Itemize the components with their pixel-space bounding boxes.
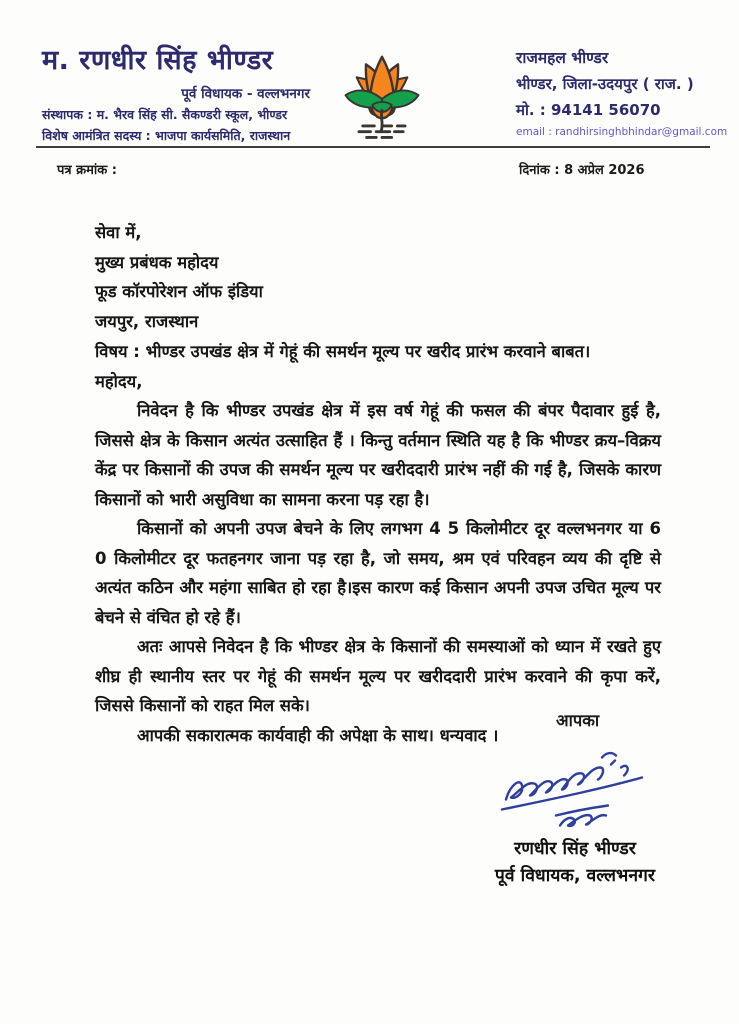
signatory-name: रणधीर सिंह भीण्डर <box>514 839 636 859</box>
signatory-block <box>452 836 698 890</box>
letterhead-subtitle: पूर्व विधायक - वल्लभनगर <box>181 86 310 102</box>
letterhead-member-line: विशेष आमंत्रित सदस्य : भाजपा कार्यसमिति, राजस्थान <box>42 128 291 143</box>
closing-line: आपकी सकारात्मक कार्यवाही की अपेक्षा के साथ। धन्यवाद । <box>137 725 499 745</box>
letter-body <box>95 218 661 750</box>
letterhead-name: म. रणधीर सिंह भीण्डर <box>42 45 274 76</box>
letterhead-phone: मो. : 94141 56070 <box>516 101 661 119</box>
addressee-designation: मुख्य प्रबंधक महोदय <box>95 252 219 272</box>
paragraph-3: अतः आपसे निवेदन है कि भीण्डर क्षेत्र के किसानों की समस्याओं को ध्यान में रखते हुए शीघ्र ही स्थानीय स्तर पर गेहूं की समर्थन मूल्य पर खरीददारी प्रारंभ करवाने की कृपा करें, जिससे किसानों को राहत मिल सके। <box>95 637 661 715</box>
date-line: दिनांक : 8 अप्रेल 2026 <box>519 163 645 178</box>
bjp-lotus-icon <box>334 28 430 148</box>
salutation-line: सेवा में, <box>95 223 142 242</box>
signoff-label: आपका <box>556 711 600 730</box>
paragraph-2: किसानों को अपनी उपज बेचने के लिए लगभग 4 5 किलोमीटर दूर वल्लभनगर या 6 0 किलोमीटर दूर फतहनगर जाना पड़ रहा है, जो समय, श्रम एवं परिवहन व्यय की दृष्टि से अत्यंत कठिन और महंगा साबित हो रहा है।इस कारण कई किसान अपनी उपज उचित मूल्य पर बेचने से वंचित हो रहे हैं। <box>95 519 661 627</box>
addressee-organization: फूड कॉरपोरेशन ऑफ इंडिया <box>95 282 263 301</box>
letterhead-founder-line: संस्थापक : म. भैरव सिंह सी. सैकण्डरी स्कूल, भीण्डर <box>42 107 288 122</box>
letterhead-email: email : randhirsinghbhindar@gmail.com <box>516 126 728 138</box>
signatory-title: पूर्व विधायक, वल्लभनगर <box>494 866 656 886</box>
letter-number-label: पत्र क्रमांक : <box>57 163 117 178</box>
addressee-city: जयपुर, राजस्थान <box>95 311 199 331</box>
subject-line: विषय : भीण्डर उपखंड क्षेत्र में गेहूं की समर्थन मूल्य पर खरीद प्रारंभ करवाने बाबत। <box>95 342 591 361</box>
letterhead-left-block <box>42 40 310 144</box>
header-divider <box>36 146 710 148</box>
letterhead-address-line2: भीण्डर, जिला-उदयपुर ( राज. ) <box>516 75 694 93</box>
letterhead-address-line1: राजमहल भीण्डर <box>516 49 609 67</box>
greeting-line: महोदय, <box>95 371 143 391</box>
letterhead-right-block <box>516 46 727 138</box>
paragraph-1: निवेदन है कि भीण्डर उपखंड क्षेत्र में इस वर्ष गेहूं की फसल की बंपर पैदावार हुई है, जिससे क्षेत्र के किसान अत्यंत उत्साहित हैं । किन्तु वर्तमान स्थिति यह है कि भीण्डर क्रय–विक्रय केंद्र पर किसानों की उपज की समर्थन मूल्य पर खरीददारी प्रारंभ नहीं की गई है, जिसके कारण किसानों को भारी असुविधा का सामना करना पड़ रहा है। <box>95 401 661 509</box>
handwritten-signature <box>490 736 670 834</box>
